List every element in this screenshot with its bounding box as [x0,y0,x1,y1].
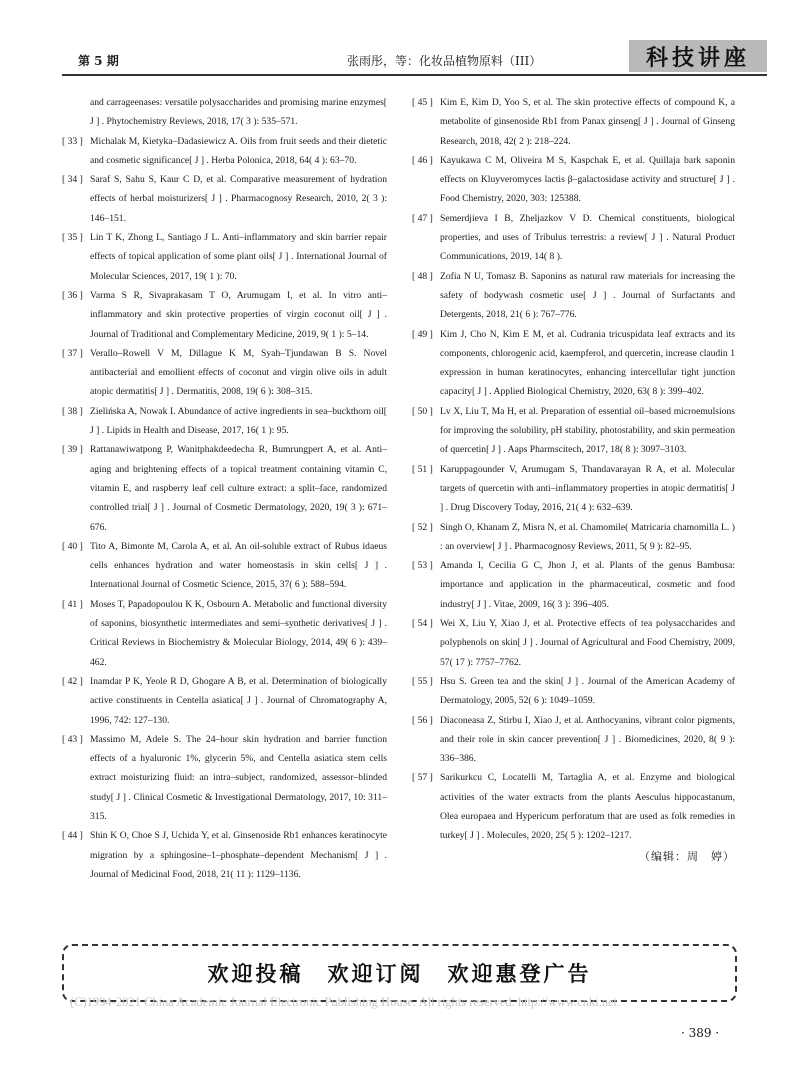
reference-text: Hsu S. Green tea and the skin[ J ] . Journal of the American Academy of Dermatology, 2005, 52( 6 ): 1049–1059. [440,675,735,707]
reference-text: Kim J, Cho N, Kim E M, et al. Cudrania tricuspidata leaf extracts and its components, chlorogenic acid, kaempferol, and quercetin, increase claudin 1 expression in human keratinocytes, enhancing intercellular tight junction capacity[ J ] . Applied Biological Chemistry, 2020, 63( 8 ): 399–402. [440,328,735,398]
reference-number: [ 56 ] [412,714,433,726]
reference-text: Varma S R, Sivaprakasam T O, Arumugam I, et al. In vitro anti–inflammatory and skin protective properties of virgin coconut oil[ J ] . Journal of Traditional and Complementary Medicine, 2019, 9( 1 ): 5–14. [90,289,387,340]
reference-text: Lin T K, Zhong L, Santiago J L. Anti–inflammatory and skin barrier repair effects of topical application of some plant oils[ J ] . International Journal of Molecular Sciences, 2017, 19( 1 ): 70. [90,232,387,282]
reference-item [62,344,387,402]
reference-number: [ 52 ] [412,521,433,533]
reference-item [62,826,387,884]
reference-text: Tito A, Bimonte M, Carola A, et al. An oil-soluble extract of Rubus idaeus cells enhances hydration and water homeostasis in skin cells[ J ] . International Journal of Cosmetic Science, 2015, 37( 6 ): 588–594. [90,540,387,591]
reference-text: Singh O, Khanam Z, Misra N, et al. Chamomile( Matricaria chamomilla L. ) : an overview[ J ] . Pharmacognosy Reviews, 2011, 5( 9 ): 82–95. [440,521,735,552]
reference-item [412,768,735,845]
issue-number: 第 5 期 [78,54,119,68]
reference-item [62,228,387,286]
reference-number: [ 35 ] [62,232,83,244]
section-badge: 科技讲座 [629,40,767,72]
reference-item [62,286,387,344]
reference-item [412,402,735,460]
reference-item [412,151,735,209]
reference-number: [ 55 ] [412,675,433,687]
reference-text: Kayukawa C M, Oliveira M S, Kaspchak E, et al. Quillaja bark saponin effects on Kluyveromyces lactis β–galactosidase activity and structure[ J ] . Food Chemistry, 2020, 303: 125388. [440,154,735,205]
editor-note: （编辑：周 婷） [639,850,735,863]
reference-item [62,132,387,171]
reference-number: [ 50 ] [412,405,433,417]
reference-text: Lv X, Liu T, Ma H, et al. Preparation of essential oil–based microemulsions for improving the solubility, pH stability, photostability, and skin permeation of quercetin[ J ] . Aaps Pharmscitech, 2017, 18( 8 ): 3097–3103. [440,405,735,456]
reference-number: [ 41 ] [62,598,83,610]
reference-number: [ 48 ] [412,270,433,282]
reference-number: [ 44 ] [62,830,83,842]
reference-item [412,325,735,402]
reference-number: [ 46 ] [412,154,433,166]
reference-item [62,537,387,595]
reference-text: and carrageenases: versatile polysaccharides and promising marine enzymes[ J ] . Phytochemistry Reviews, 2018, 17( 3 ): 535–571. [90,97,387,128]
reference-item [62,595,387,672]
copyright-watermark: (C)1994-2021 China Academic Journal Electronic Publishing House. All rights reserved. http://www.cnki.net [70,995,618,1009]
running-header [62,40,767,76]
reference-text: Zofia N U, Tomasz B. Saponins as natural raw materials for increasing the safety of bodywash cosmetic use[ J ] . Journal of Surfactants and Detergents, 2018, 21( 6 ): 767–776. [440,270,735,321]
reference-text: Moses T, Papadopoulou K K, Osbourn A. Metabolic and functional diversity of saponins, biosynthetic intermediates and semi–synthetic derivatives[ J ] . Critical Reviews in Biochemistry & Molecular Biology, 2014, 49( 6 ): 439–462. [90,598,387,668]
reference-number: [ 39 ] [62,444,83,456]
reference-number: [ 54 ] [412,618,433,630]
reference-item [412,267,735,325]
reference-item [412,556,735,614]
page-number: · 389 · [681,1026,720,1040]
reference-text: Michalak M, Kietyka–Dadasiewicz A. Oils from fruit seeds and their dietetic and cosmetic significance[ J ] . Herba Polonica, 2018, 64( 4 ): 63–70. [90,135,387,166]
reference-number: [ 43 ] [62,733,83,745]
reference-item [412,614,735,672]
reference-column-left [62,93,387,884]
reference-text: Rattanawiwatpong P, Wanitphakdeedecha R, Bumrungpert A, et al. Anti–aging and brightening effects of a topical treatment containing vitamin C, vitamin E, and raspberry leaf cell culture extract: a split–face, randomized controlled trial[ J ] . Journal of Cosmetic Dermatology, 2020, 19( 3 ): 671–676. [90,444,387,533]
reference-text: Verallo–Rowell V M, Dillague K M, Syah–Tjundawan B S. Novel antibacterial and emollient effects of coconut and virgin olive oils in adult atopic dermatitis[ J ] . Dermatitis, 2008, 19( 6 ): 308–315. [90,347,387,398]
reference-number: [ 42 ] [62,675,83,687]
reference-item [62,440,387,536]
reference-text: Inamdar P K, Yeole R D, Ghogare A B, et al. Determination of biologically active constituents in Centella asiatica[ J ] . Journal of Chromatography A, 1996, 742: 127–130. [90,675,387,726]
reference-number: [ 53 ] [412,560,433,572]
reference-number: [ 36 ] [62,289,83,301]
reference-number: [ 45 ] [412,97,433,108]
reference-text: Zielińska A, Nowak I. Abundance of active ingredients in sea–buckthorn oil[ J ] . Lipids in Health and Disease, 2017, 16( 1 ): 95. [90,405,387,437]
reference-text: Shin K O, Choe S J, Uchida Y, et al. Ginsenoside Rb1 enhances keratinocyte migration by a sphingosine–1–phosphate–dependent Mechanism[ J ] . Journal of Medicinal Food, 2018, 21( 11 ): 1129–1136. [90,830,387,880]
reference-text: Diaconeasa Z, Stirbu I, Xiao J, et al. Anthocyanins, vibrant color pigments, and their role in skin cancer prevention[ J ] . Biomedicines, 2020, 8( 9 ): 336–386. [440,714,735,765]
reference-text: Kim E, Kim D, Yoo S, et al. The skin protective effects of compound K, a metabolite of ginsenoside Rb1 from Panax ginseng[ J ] . Journal of Ginseng Research, 2018, 42( 2 ): 218–224. [440,97,735,147]
reference-number: [ 57 ] [412,772,433,784]
reference-item [62,730,387,826]
reference-number: [ 34 ] [62,174,83,186]
reference-item [62,170,387,228]
reference-item [62,672,387,730]
reference-item [62,402,387,441]
reference-text: Sarikurkcu C, Locatelli M, Tartaglia A, et al. Enzyme and biological activities of the water extracts from the plants Aesculus hippocastanum, Olea europaea and Hypericum perforatum that are used as folk remedies in turkey[ J ] . Molecules, 2020, 25( 5 ): 1202–1217. [440,772,735,842]
reference-item [412,711,735,769]
reference-item [412,93,735,151]
reference-number: [ 49 ] [412,328,433,340]
reference-item [62,93,387,132]
reference-text: Massimo M, Adele S. The 24–hour skin hydration and barrier function effects of a hyaluronic 1%, glycerin 5%, and Centella asiatica stem cells extract moisturizing fluid: an intra–subject, randomized, assessor–blinded study[ J ] . Clinical Cosmetic & Investigational Dermatology, 2017, 10: 311–315. [90,733,387,822]
reference-text: Karuppagounder V, Arumugam S, Thandavarayan R A, et al. Molecular targets of quercetin with anti–inflammatory properties in atopic dermatitis[ J ] . Drug Discovery Today, 2016, 21( 4 ): 632–639. [440,463,735,514]
promo-banner [62,944,737,1002]
reference-item [412,518,735,557]
reference-text: Amanda I, Cecilia G C, Jhon J, et al. Plants of the genus Bambusa: importance and application in the pharmaceutical, cosmetic and food industry[ J ] . Vitae, 2009, 16( 3 ): 396–405. [440,560,735,610]
banner-text: 欢迎投稿 欢迎订阅 欢迎惠登广告 [207,962,592,986]
reference-number: [ 38 ] [62,405,83,417]
reference-column-right [412,93,735,867]
reference-text: Wei X, Liu Y, Xiao J, et al. Protective effects of tea polysaccharides and polyphenols on skin[ J ] . Journal of Agricultural and Food Chemistry, 2009, 57( 17 ): 7757–7762. [440,618,735,668]
reference-number: [ 40 ] [62,540,83,552]
reference-number: [ 47 ] [412,212,433,224]
reference-number: [ 33 ] [62,135,83,147]
reference-number: [ 51 ] [412,463,433,475]
reference-text: Semerdjieva I B, Zheljazkov V D. Chemical constituents, biological properties, and uses of Tribulus terrestris: a review[ J ] . Natural Product Communications, 2019, 14( 8 ). [440,212,735,263]
reference-item [412,460,735,518]
reference-item [412,209,735,267]
reference-text: Saraf S, Sahu S, Kaur C D, et al. Comparative measurement of hydration effects of herbal moisturizers[ J ] . Pharmacognosy Research, 2010, 2( 3 ): 146–151. [90,174,387,224]
reference-number: [ 37 ] [62,347,83,359]
reference-item [412,672,735,711]
running-title: 张雨彤，等：化妆品植物原料（III） [347,54,542,68]
